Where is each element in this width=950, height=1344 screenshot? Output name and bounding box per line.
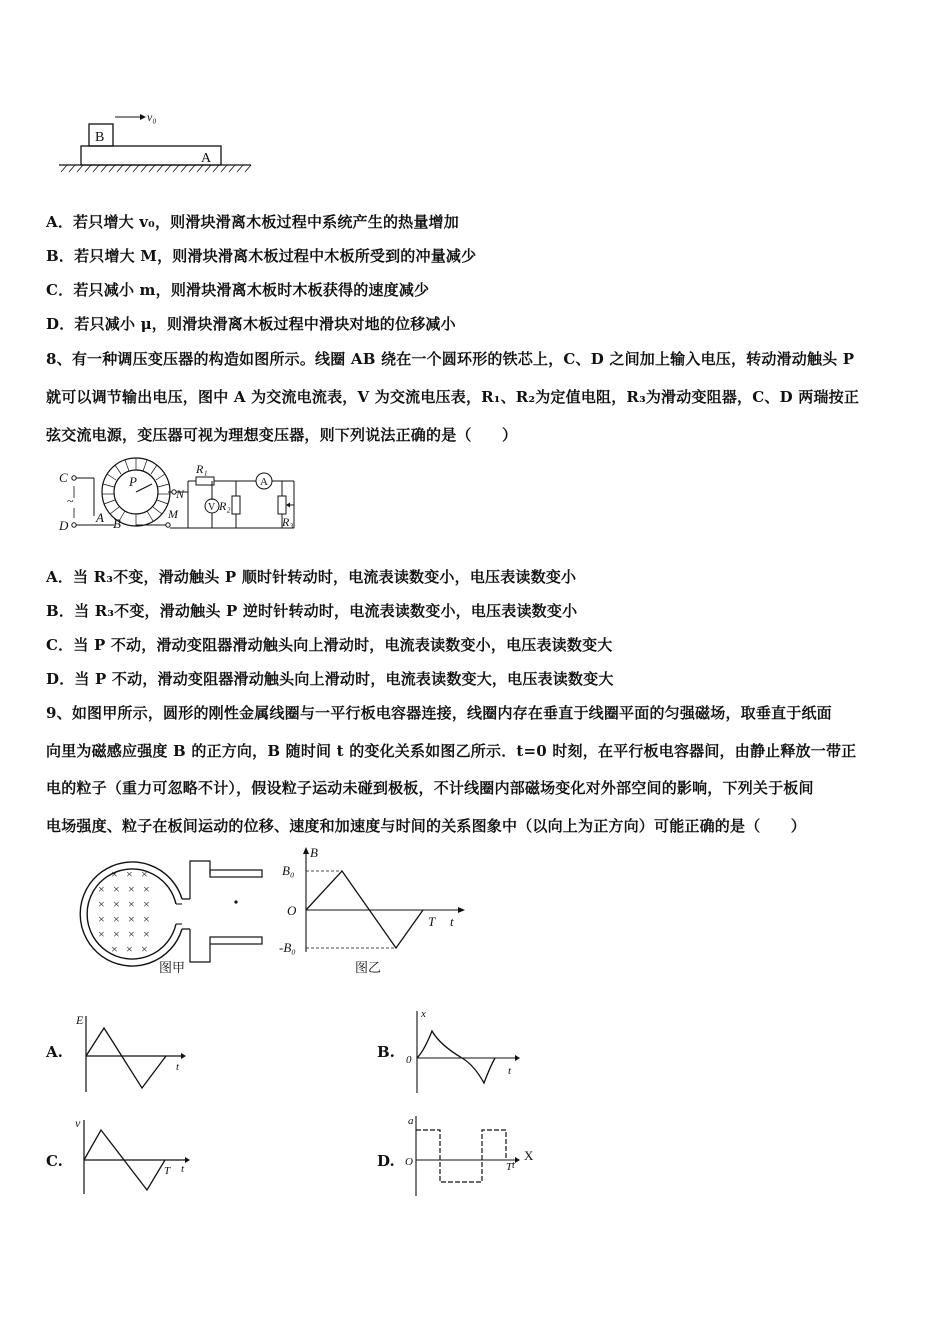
svg-text:×: × [143, 882, 150, 896]
q9-choice-b-graph [400, 1003, 525, 1098]
choice-b-t-label: t [508, 1065, 512, 1077]
rheostat-r3-label: R₃ [282, 515, 294, 529]
x-curve [417, 1031, 495, 1083]
transformer-circuit-figure [56, 456, 306, 538]
fig-yi-caption: 图乙 [355, 961, 382, 976]
svg-text:×: × [111, 867, 118, 881]
board-a-label: A [201, 151, 212, 166]
svg-text:×: × [111, 942, 118, 956]
svg-text:×: × [98, 882, 105, 896]
winding-b-label: B [113, 516, 121, 531]
svg-text:×: × [113, 882, 120, 896]
choice-d-extra-label: X [524, 1148, 534, 1163]
a-axis-label: a [408, 1115, 414, 1127]
choice-a-t-label: t [176, 1061, 180, 1073]
svg-text:×: × [113, 912, 120, 926]
q8-stem-line-3: 弦交流电源，变压器可视为理想变压器，则下列说法正确的是（ ） [46, 426, 518, 444]
svg-text:×: × [113, 927, 120, 941]
resistor-r1 [196, 477, 214, 485]
svg-text:×: × [128, 882, 135, 896]
svg-text:×: × [98, 927, 105, 941]
svg-text:×: × [128, 912, 135, 926]
q8-option-a: A．当 R₃不变，滑动触头 P 顺时针转动时，电流表读数变小，电压表读数变小 [46, 568, 577, 586]
svg-text:×: × [128, 927, 135, 941]
q8-stem-line-2: 就可以调节输出电压，图中 A 为交流电流表，V 为交流电压表，R₁、R₂为定值电阻，R₃为滑动变阻器，C、D 两瑞按正 [46, 388, 860, 406]
slider-p-label: P [129, 474, 137, 489]
capacitor-top-plate [210, 870, 262, 877]
svg-text:×: × [126, 942, 133, 956]
svg-text:×: × [141, 867, 148, 881]
block-board-figure [55, 108, 255, 178]
choice-d-origin-label: O [405, 1156, 413, 1168]
block-b-label: B [95, 130, 105, 145]
q9-choice-c-label: C. [46, 1152, 63, 1170]
q9-choice-a-graph [72, 1010, 192, 1095]
choice-c-t-label: t [181, 1163, 185, 1175]
terminal-d-label: D [59, 518, 69, 533]
period-t-label: T [428, 914, 436, 929]
q9-choice-d-graph [400, 1108, 545, 1198]
a-curve [416, 1130, 506, 1182]
x-axis-label: x [421, 1008, 426, 1020]
svg-text:×: × [128, 897, 135, 911]
board-a [81, 146, 221, 165]
q7-option-d: D．若只减小 μ，则滑块滑离木板过程中滑块对地的位移减小 [46, 315, 456, 333]
time-t-label: t [450, 914, 454, 929]
q8-stem-line-1: 8、有一种调压变压器的构造如图所示。线圈 AB 绕在一个圆环形的铁芯上，C、D 之间加上输入电压，转动滑动触头 P [46, 350, 855, 368]
ac-source-label: ~ [67, 494, 74, 508]
b-axis-label: B [310, 845, 318, 860]
rheostat-r3 [278, 496, 286, 514]
origin-label: O [287, 903, 297, 918]
q9-choice-c-graph [72, 1112, 197, 1197]
choice-b-origin-label: 0 [406, 1054, 412, 1066]
e-axis-label: E [76, 1013, 84, 1027]
b0-label: B₀ [282, 863, 295, 878]
choice-d-period-label: T [506, 1161, 513, 1173]
charged-particle [234, 900, 237, 903]
svg-text:×: × [141, 942, 148, 956]
q9-stem-line-1: 9、如图甲所示，圆形的刚性金属线圈与一平行板电容器连接，线圈内存在垂直于线圈平面的匀强磁场，取垂直于纸面 [46, 704, 832, 722]
q9-stem-line-4: 电场强度、粒子在板间运动的位移、速度和加速度与时间的关系图象中（以向上为正方向）可能正确的是（ ） [46, 817, 807, 835]
q8-option-b: B．当 R₃不变，滑动触头 P 逆时针转动时，电流表读数变小，电压表读数变小 [46, 602, 578, 620]
v-axis-label: v [75, 1116, 81, 1130]
e-curve [86, 1028, 166, 1088]
svg-text:×: × [98, 897, 105, 911]
fig-yi-b-t-graph [278, 844, 468, 956]
svg-text:×: × [143, 912, 150, 926]
winding-a-label: A [96, 510, 104, 525]
q9-choice-d-label: D. [377, 1152, 395, 1170]
fig-jia-caption: 图甲 [159, 961, 186, 976]
q7-option-a: A．若只增大 v₀，则滑块滑离木板过程中系统产生的热量增加 [46, 213, 459, 231]
ammeter-label: A [260, 476, 268, 488]
svg-text:×: × [143, 927, 150, 941]
resistor-r2-label: R₂ [219, 499, 231, 513]
q9-stem-line-3: 电的粒子（重力可忽略不计），假设粒子运动未碰到极板，不计线圈内部磁场变化对外部空间的影响，下列关于板间 [46, 779, 814, 797]
v0-label: v₀ [147, 110, 157, 124]
svg-text:×: × [98, 912, 105, 926]
svg-text:×: × [126, 867, 133, 881]
terminal-n-label: N [176, 487, 185, 501]
choice-c-period-label: T [164, 1165, 171, 1177]
q9-choice-b-label: B. [377, 1043, 395, 1061]
resistor-r2 [232, 496, 240, 514]
svg-text:×: × [113, 897, 120, 911]
voltmeter-label: V [208, 502, 216, 513]
choice-d-t-label: t [512, 1160, 515, 1171]
svg-text:×: × [143, 897, 150, 911]
resistor-r1-label: R₁ [196, 462, 208, 476]
q7-option-b: B．若只增大 M，则滑块滑离木板过程中木板所受到的冲量减少 [46, 247, 477, 265]
terminal-c-label: C [59, 470, 68, 485]
q8-option-c: C．当 P 不动，滑动变阻器滑动触头向上滑动时，电流表读数变小，电压表读数变大 [46, 636, 613, 654]
q7-option-c: C．若只减小 m，则滑块滑离木板时木板获得的速度减少 [46, 281, 430, 299]
capacitor-bottom-plate [210, 937, 262, 944]
terminal-m-label: M [168, 507, 178, 521]
q9-stem-line-2: 向里为磁感应强度 B 的正方向，B 随时间 t 的变化关系如图乙所示．t=0 时刻，在平行板电容器间，由静止释放一带正 [46, 742, 857, 760]
q8-option-d: D．当 P 不动，滑动变阻器滑动触头向上滑动时，电流表读数变大，电压表读数变大 [46, 670, 614, 688]
q9-choice-a-label: A. [46, 1043, 63, 1061]
neg-b0-label: -B₀ [279, 940, 296, 955]
